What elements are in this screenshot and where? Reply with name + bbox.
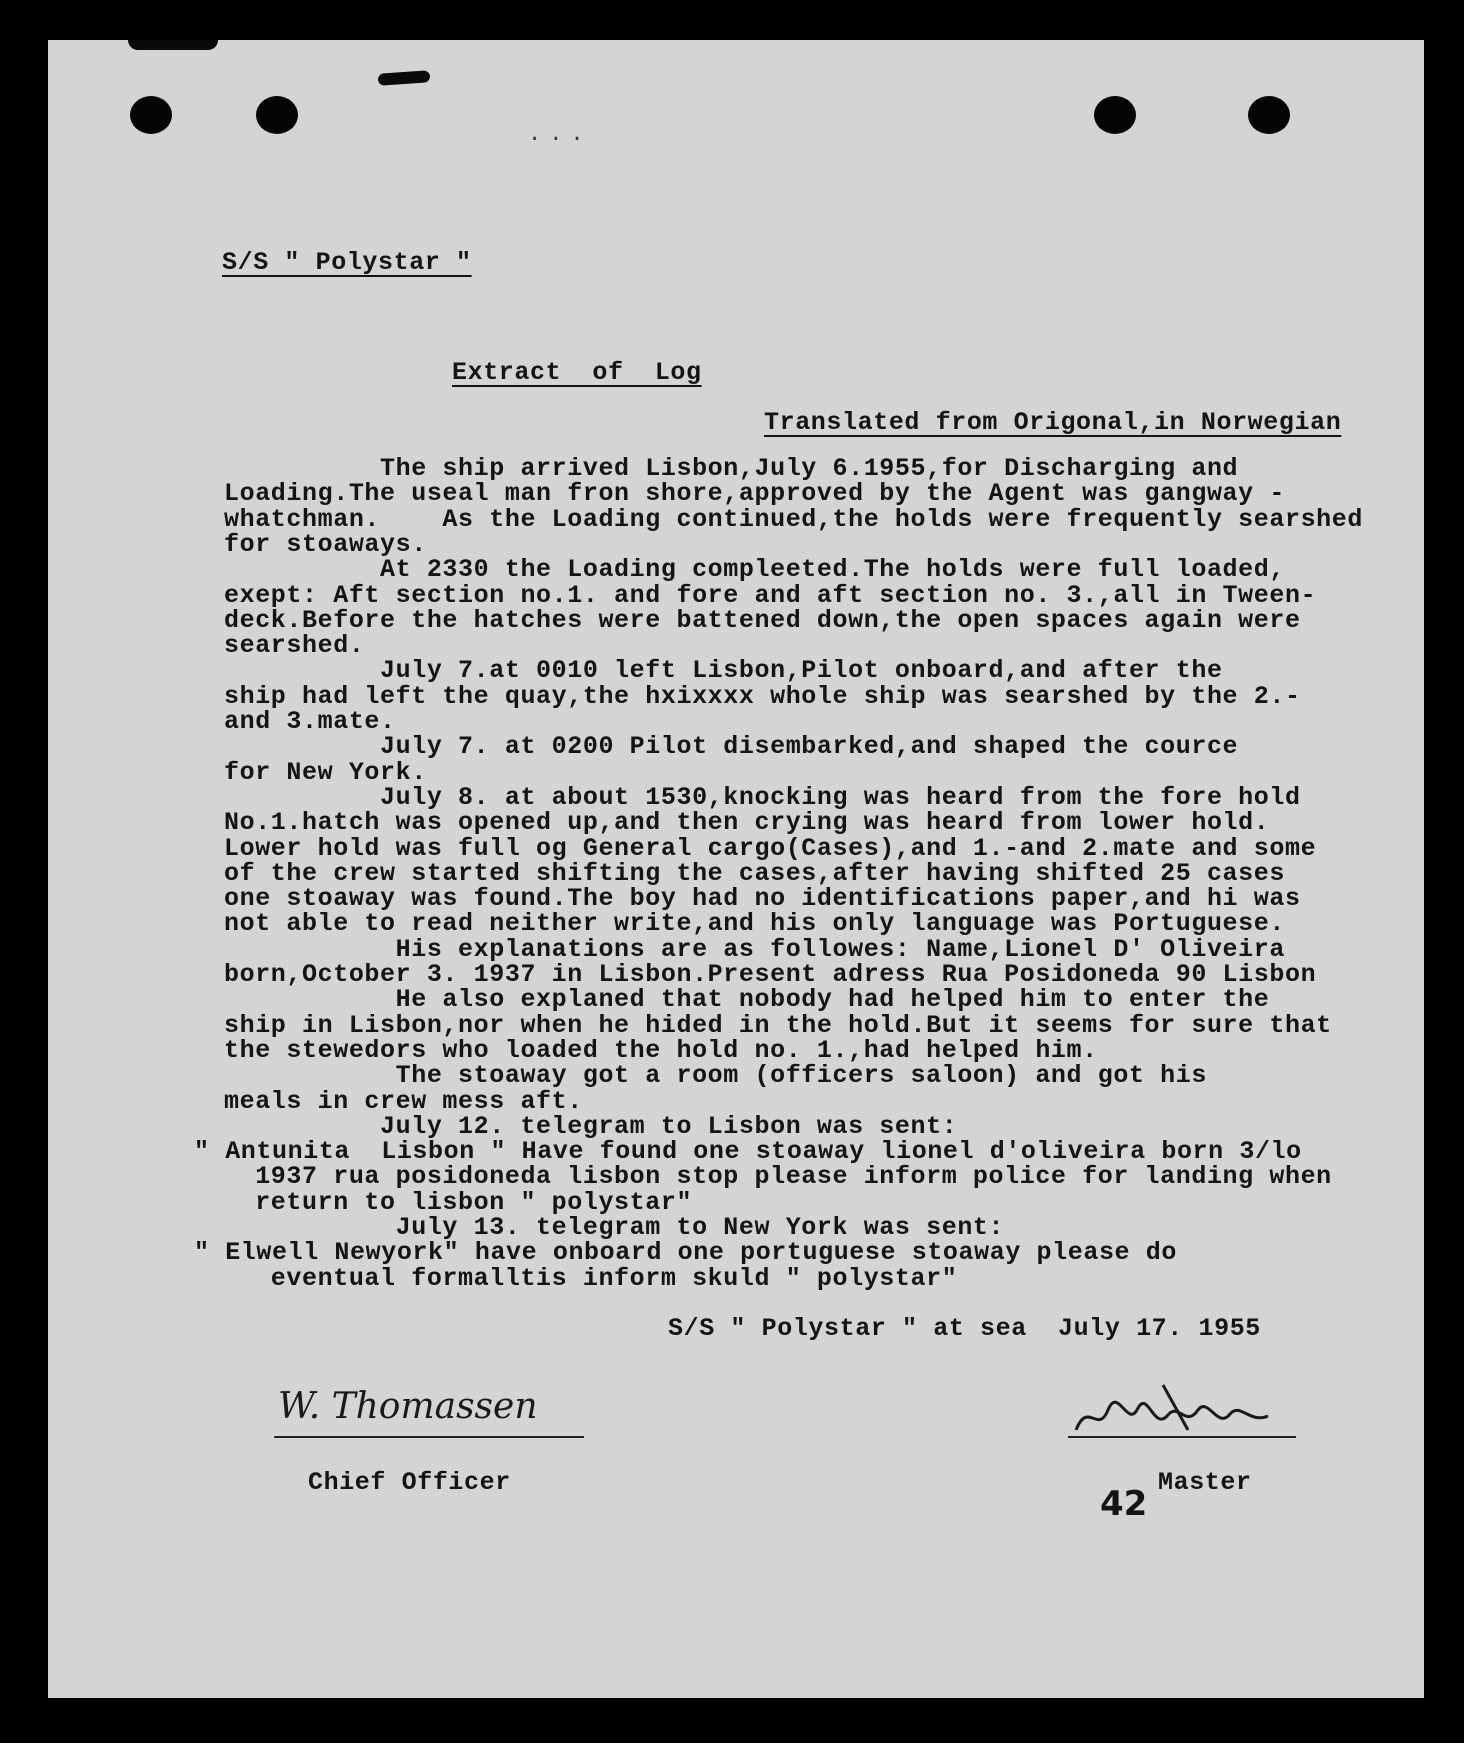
place-date: S/S " Polystar " at sea July 17. 1955 <box>668 1314 1261 1343</box>
log-line: whatchman. As the Loading continued,the holds were frequently searshed <box>224 504 1363 534</box>
log-line: return to lisbon " polystar" <box>224 1187 693 1217</box>
log-line: born,October 3. 1937 in Lisbon.Present adress Rua Posidoneda 90 Lisbon <box>224 960 1317 989</box>
page-number: 42 <box>1100 1484 1148 1524</box>
log-line: and 3.mate. <box>224 707 396 736</box>
log-line: His explanations are as followes: Name,Lionel D' Oliveira <box>224 934 1285 964</box>
chief-officer-title: Chief Officer <box>308 1468 511 1497</box>
master-signature-line <box>1068 1436 1296 1438</box>
log-line: ship in Lisbon,nor when he hided in the hold.But it seems for sure that <box>224 1010 1332 1040</box>
log-line: eventual formalltis inform skuld " polystar" <box>224 1263 958 1293</box>
log-line: for stoaways. <box>224 529 427 559</box>
log-line: At 2330 the Loading compleeted.The holds were full loaded, <box>224 555 1285 585</box>
punch-hole-right-2 <box>1248 96 1290 134</box>
log-line: not able to read neither write,and his only language was Portuguese. <box>224 909 1285 939</box>
log-line: July 7.at 0010 left Lisbon,Pilot onboard,and after the <box>224 656 1223 686</box>
log-line: July 12. telegram to Lisbon was sent: <box>224 1111 958 1141</box>
log-line: deck.Before the hatches were battened down,the open spaces again were <box>224 605 1301 635</box>
log-line: Loading.The useal man fron shore,approved by the Agent was gangway - <box>224 479 1285 509</box>
torn-edge-mark <box>128 40 218 50</box>
punch-hole-right-1 <box>1094 96 1136 134</box>
log-line: searshed. <box>224 631 365 661</box>
log-line: one stoaway was found.The boy had no identifications paper,and hi was <box>224 884 1301 914</box>
log-line: July 8. at about 1530,knocking was heard from the fore hold <box>224 782 1301 812</box>
master-signature <box>1068 1380 1288 1440</box>
log-line: The stoaway got a room (officers saloon) and got his <box>224 1061 1207 1091</box>
log-line: He also explaned that nobody had helped him to enter the <box>224 985 1270 1015</box>
log-line: meals in crew mess aft. <box>224 1086 583 1116</box>
log-line: The ship arrived Lisbon,July 6.1955,for Discharging and <box>224 454 1239 483</box>
chief-officer-signature-line <box>274 1436 584 1438</box>
log-line: of the crew started shifting the cases,after having shifted 25 cases <box>224 858 1285 888</box>
log-line: July 7. at 0200 Pilot disembarked,and shaped the cource <box>224 732 1239 762</box>
log-line: July 13. telegram to New York was sent: <box>224 1213 1005 1242</box>
chief-officer-signature: W. Thomassen <box>278 1386 538 1427</box>
ink-mark <box>378 70 431 86</box>
log-line: ship had left the quay,the hxixxxx whole ship was searshed by the 2.- <box>224 681 1301 711</box>
log-line: Lower hold was full og General cargo(Cases),and 1.-and 2.mate and some <box>224 833 1317 863</box>
document-title: Extract of Log <box>452 358 702 387</box>
punch-hole-left-2 <box>256 96 298 134</box>
punch-hole-left-1 <box>130 96 172 134</box>
log-line: 1937 rua posidoneda lisbon stop please inform police for landing when <box>224 1162 1332 1192</box>
log-line: " Antunita Lisbon " Have found one stoaway lionel d'oliveira born 3/lo <box>194 1137 1302 1167</box>
decorative-dots: ... <box>528 122 592 147</box>
translation-note: Translated from Origonal,in Norwegian <box>764 408 1342 437</box>
master-title: Master <box>1158 1468 1252 1497</box>
log-line: exept: Aft section no.1. and fore and aft section no. 3.,all in Tween- <box>224 580 1317 610</box>
log-line: No.1.hatch was opened up,and then crying was heard from lower hold. <box>224 808 1270 838</box>
master-signature-scribble <box>1068 1380 1288 1440</box>
log-line: for New York. <box>224 757 427 787</box>
document-page <box>48 40 1424 1698</box>
log-line: " Elwell Newyork" have onboard one portuguese stoaway please do <box>194 1238 1177 1268</box>
ship-name: S/S " Polystar " <box>222 248 472 277</box>
log-line: the stewedors who loaded the hold no. 1.,had helped him. <box>224 1035 1098 1065</box>
